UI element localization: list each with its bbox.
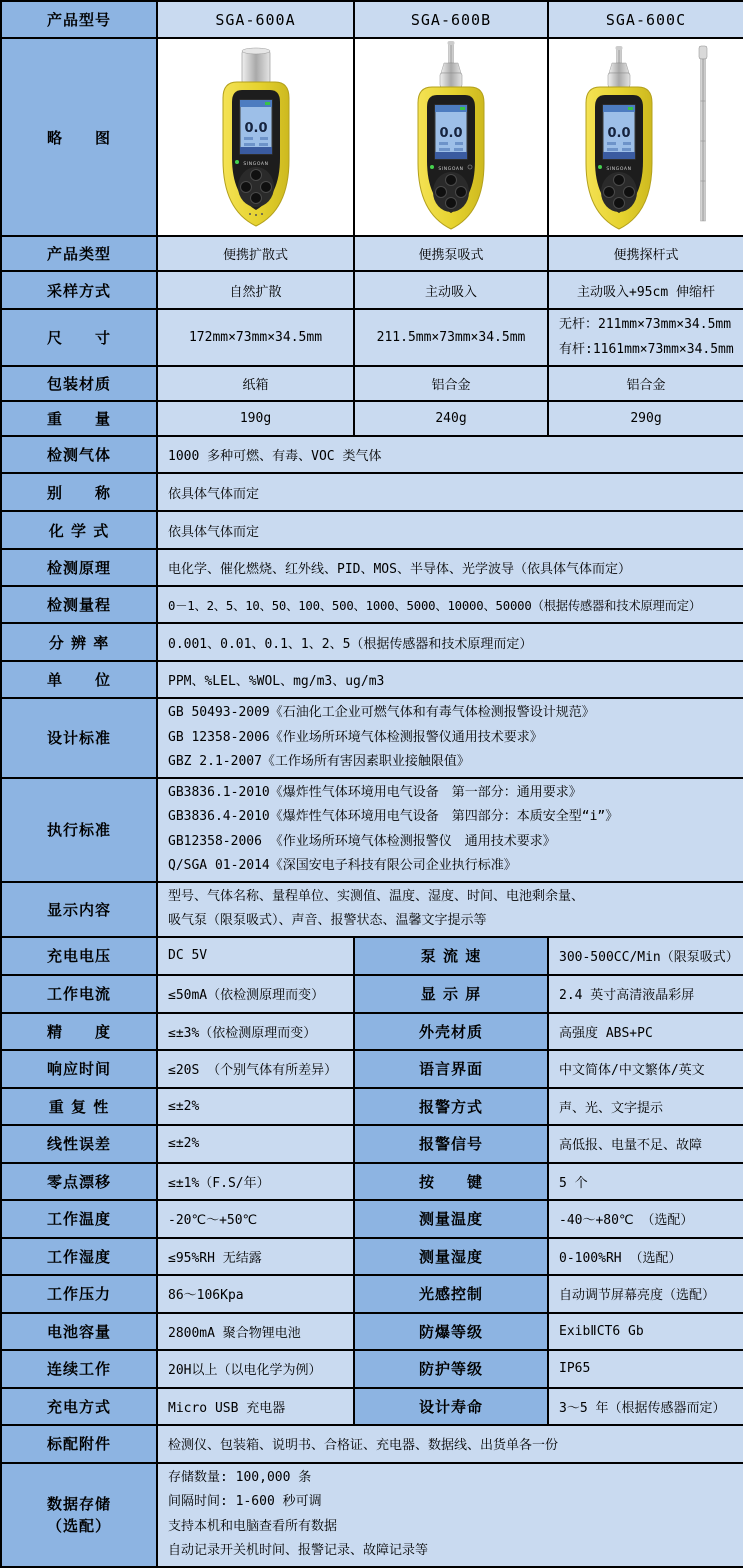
row-label: 外壳材质 <box>354 1013 548 1050</box>
header-row <box>1 1 743 38</box>
model-name-b: SGA-600B <box>354 1 548 38</box>
status-led <box>430 165 434 169</box>
row-label: 设计寿命 <box>354 1388 548 1425</box>
table-row <box>1 401 743 436</box>
row-value: 便携泵吸式 <box>354 236 548 271</box>
row-value: 0.001、0.01、0.1、1、2、5（根据传感器和技术原理而定） <box>157 623 743 661</box>
brand-text: SINGOAN <box>438 167 464 172</box>
row-value: ≤±2% <box>157 1125 354 1163</box>
row-value: ≤95%RH 无结露 <box>157 1238 354 1275</box>
row-label: 分 辨 率 <box>1 623 157 661</box>
table-row <box>1 1088 743 1125</box>
device-screen <box>603 105 635 159</box>
row-value <box>548 309 743 366</box>
row-value <box>157 778 743 882</box>
status-led <box>598 165 602 169</box>
row-value: ≤±3%（依检测原理而变） <box>157 1013 354 1050</box>
row-value: 便携探杆式 <box>548 236 743 271</box>
row-value <box>157 698 743 778</box>
table-row <box>1 236 743 271</box>
row-value: 中文简体/中文繁体/英文 <box>548 1050 743 1088</box>
display-line: 型号、气体名称、量程单位、实测值、温度、湿度、时间、电池剩余量、 <box>168 888 585 904</box>
row-value: 240g <box>354 401 548 436</box>
row-value <box>157 1463 743 1567</box>
row-label: 报警信号 <box>354 1125 548 1163</box>
table-row <box>1 549 743 586</box>
row-value: ≤±1%（F.S/年） <box>157 1163 354 1200</box>
row-label: 电池容量 <box>1 1313 157 1350</box>
table-row <box>1 1350 743 1388</box>
row-label: 检测量程 <box>1 586 157 623</box>
table-row <box>1 1388 743 1425</box>
header-label: 产品型号 <box>1 1 157 38</box>
telescopic-rod <box>699 46 707 221</box>
row-value: 211.5mm×73mm×34.5mm <box>354 309 548 366</box>
device-b-illustration <box>391 41 511 233</box>
row-value: IP65 <box>548 1350 743 1388</box>
row-label: 工作压力 <box>1 1275 157 1313</box>
row-label: 重 复 性 <box>1 1088 157 1125</box>
row-label: 光感控制 <box>354 1275 548 1313</box>
dimension-line: 无杆：211mm×73mm×34.5mm <box>559 317 732 332</box>
screen-value: 0.0 <box>607 126 631 141</box>
row-value: 依具体气体而定 <box>157 511 743 549</box>
row-value: 自然扩散 <box>157 271 354 309</box>
standard-line: GB12358-2006 《作业场所环境气体检测报警仪 通用技术要求》 <box>168 833 556 849</box>
row-value: 86～106Kpa <box>157 1275 354 1313</box>
table-row <box>1 1050 743 1088</box>
row-label: 工作湿度 <box>1 1238 157 1275</box>
table-row <box>1 1013 743 1050</box>
standard-line: GB 12358-2006《作业场所环境气体检测报警仪通用技术要求》 <box>168 729 543 745</box>
row-value: 0－1、2、5、10、50、100、500、1000、5000、10000、50000（根据传感器和技术原理而定） <box>157 586 743 623</box>
standard-line: GB3836.1-2010《爆炸性气体环境用电气设备 第一部分：通用要求》 <box>168 784 582 800</box>
device-a-illustration <box>196 42 316 232</box>
row-label: 报警方式 <box>354 1088 548 1125</box>
row-value: ≤±2% <box>157 1088 354 1125</box>
brand-text: SINGOAN <box>242 162 269 167</box>
table-row <box>1 1463 743 1567</box>
row-label: 执行标准 <box>1 778 157 882</box>
table-row <box>1 778 743 882</box>
device-c-illustration <box>561 41 731 233</box>
row-value: ≤50mA（依检测原理而变） <box>157 975 354 1013</box>
row-label: 尺 寸 <box>1 309 157 366</box>
row-label: 显 示 屏 <box>354 975 548 1013</box>
row-label: 别 称 <box>1 473 157 511</box>
sensor-cap <box>242 48 270 84</box>
row-label: 检测气体 <box>1 436 157 473</box>
row-value: Micro USB 充电器 <box>157 1388 354 1425</box>
row-value: 纸箱 <box>157 366 354 401</box>
row-value: 5 个 <box>548 1163 743 1200</box>
row-value: 190g <box>157 401 354 436</box>
device-keypad <box>433 172 469 212</box>
table-row <box>1 1125 743 1163</box>
model-name-c: SGA-600C <box>548 1 743 38</box>
table-row <box>1 436 743 473</box>
storage-line: 自动记录开关机时间、报警记录、故障记录等 <box>168 1543 429 1558</box>
table-row <box>1 698 743 778</box>
row-value: -40～+80℃ （选配） <box>548 1200 743 1238</box>
row-label: 产品类型 <box>1 236 157 271</box>
row-label-line: （选配） <box>46 1516 111 1535</box>
device-keypad <box>238 167 274 207</box>
storage-line: 存储数量: 100,000 条 <box>168 1469 312 1485</box>
row-label: 测量湿度 <box>354 1238 548 1275</box>
row-label: 单 位 <box>1 661 157 698</box>
row-value <box>157 882 743 937</box>
row-label: 标配附件 <box>1 1425 157 1463</box>
row-value: 0-100%RH （选配） <box>548 1238 743 1275</box>
row-value: DC 5V <box>157 937 354 975</box>
device-image-b <box>354 38 548 236</box>
sketch-row <box>1 38 743 236</box>
device-screen <box>240 100 272 154</box>
row-value: 铝合金 <box>354 366 548 401</box>
row-value: 3～5 年（根据传感器而定） <box>548 1388 743 1425</box>
row-label: 设计标准 <box>1 698 157 778</box>
row-label: 测量温度 <box>354 1200 548 1238</box>
table-row <box>1 271 743 309</box>
table-row <box>1 1238 743 1275</box>
device-with-probe <box>586 46 652 229</box>
table-row <box>1 1163 743 1200</box>
table-row <box>1 1313 743 1350</box>
row-label: 重 量 <box>1 401 157 436</box>
table-row <box>1 1200 743 1238</box>
row-value: ≤20S （个别气体有所差异） <box>157 1050 354 1088</box>
row-value: 高强度 ABS+PC <box>548 1013 743 1050</box>
row-label: 语言界面 <box>354 1050 548 1088</box>
model-name-a: SGA-600A <box>157 1 354 38</box>
table-row <box>1 882 743 937</box>
table-row <box>1 661 743 698</box>
row-label: 精 度 <box>1 1013 157 1050</box>
device-keypad <box>601 172 637 212</box>
row-label: 零点漂移 <box>1 1163 157 1200</box>
standard-line: Q/SGA 01-2014《深国安电子科技有限公司企业执行标准》 <box>168 858 517 873</box>
row-value: 2.4 英寸高清液晶彩屏 <box>548 975 743 1013</box>
display-line: 吸气泵（限泵吸式）、声音、报警状态、温馨文字提示等 <box>168 913 487 928</box>
standard-line: GB 50493-2009《石油化工企业可燃气体和有毒气体检测报警设计规范》 <box>168 705 595 720</box>
row-value: 声、光、文字提示 <box>548 1088 743 1125</box>
row-label: 充电电压 <box>1 937 157 975</box>
table-row <box>1 1275 743 1313</box>
row-label: 防护等级 <box>354 1350 548 1388</box>
pump-probe <box>608 46 630 87</box>
table-row <box>1 366 743 401</box>
row-value: 20H以上（以电化学为例） <box>157 1350 354 1388</box>
device-screen <box>435 105 467 159</box>
row-value: 自动调节屏幕亮度（选配） <box>548 1275 743 1313</box>
row-value: 铝合金 <box>548 366 743 401</box>
device-body <box>418 87 484 229</box>
row-label: 响应时间 <box>1 1050 157 1088</box>
row-label: 包装材质 <box>1 366 157 401</box>
row-value: 主动吸入 <box>354 271 548 309</box>
row-label: 按 键 <box>354 1163 548 1200</box>
row-value: 主动吸入+95cm 伸缩杆 <box>548 271 743 309</box>
standard-line: GB3836.4-2010《爆炸性气体环境用电气设备 第四部分：本质安全型“i”》 <box>168 809 619 824</box>
row-label: 泵 流 速 <box>354 937 548 975</box>
row-label: 采样方式 <box>1 271 157 309</box>
row-label: 防爆等级 <box>354 1313 548 1350</box>
table-row <box>1 309 743 366</box>
device-image-a <box>157 38 354 236</box>
brand-text: SINGOAN <box>606 167 632 172</box>
status-led <box>235 160 239 164</box>
dimension-line: 有杆:1161mm×73mm×34.5mm <box>559 341 734 357</box>
storage-line: 支持本机和电脑查看所有数据 <box>168 1518 338 1534</box>
row-value: PPM、%LEL、%WOL、mg/m3、ug/m3 <box>157 661 743 698</box>
row-label: 显示内容 <box>1 882 157 937</box>
row-value: ExibⅡCT6 Gb <box>548 1313 743 1350</box>
row-label <box>1 1463 157 1567</box>
row-label: 工作温度 <box>1 1200 157 1238</box>
pump-probe <box>440 41 462 87</box>
table-row <box>1 1425 743 1463</box>
screen-value: 0.0 <box>243 121 268 136</box>
row-label-line: 数据存储 <box>46 1494 111 1513</box>
device-image-c <box>548 38 743 236</box>
row-value: 便携扩散式 <box>157 236 354 271</box>
sketch-label: 略 图 <box>1 38 157 236</box>
row-value: 依具体气体而定 <box>157 473 743 511</box>
row-label: 工作电流 <box>1 975 157 1013</box>
row-value: 300-500CC/Min（限泵吸式） <box>548 937 743 975</box>
row-value: 电化学、催化燃烧、红外线、PID、MOS、半导体、光学波导（依具体气体而定） <box>157 549 743 586</box>
device-body <box>586 87 652 229</box>
row-label: 化 学 式 <box>1 511 157 549</box>
row-value: 172mm×73mm×34.5mm <box>157 309 354 366</box>
screen-value: 0.0 <box>439 126 463 141</box>
table-row <box>1 937 743 975</box>
row-value: -20℃～+50℃ <box>157 1200 354 1238</box>
table-row <box>1 586 743 623</box>
row-label: 检测原理 <box>1 549 157 586</box>
row-label: 线性误差 <box>1 1125 157 1163</box>
row-value: 290g <box>548 401 743 436</box>
row-value: 2800mA 聚合物锂电池 <box>157 1313 354 1350</box>
standard-line: GBZ 2.1-2007《工作场所有害因素职业接触限值》 <box>168 754 470 769</box>
row-value: 1000 多种可燃、有毒、VOC 类气体 <box>157 436 743 473</box>
row-value: 检测仪、包装箱、说明书、合格证、充电器、数据线、出货单各一份 <box>157 1425 743 1463</box>
row-label: 连续工作 <box>1 1350 157 1388</box>
table-row <box>1 511 743 549</box>
table-row <box>1 623 743 661</box>
row-value: 高低报、电量不足、故障 <box>548 1125 743 1163</box>
table-row <box>1 975 743 1013</box>
storage-line: 间隔时间: 1-600 秒可调 <box>168 1494 322 1509</box>
row-label: 充电方式 <box>1 1388 157 1425</box>
table-row <box>1 473 743 511</box>
